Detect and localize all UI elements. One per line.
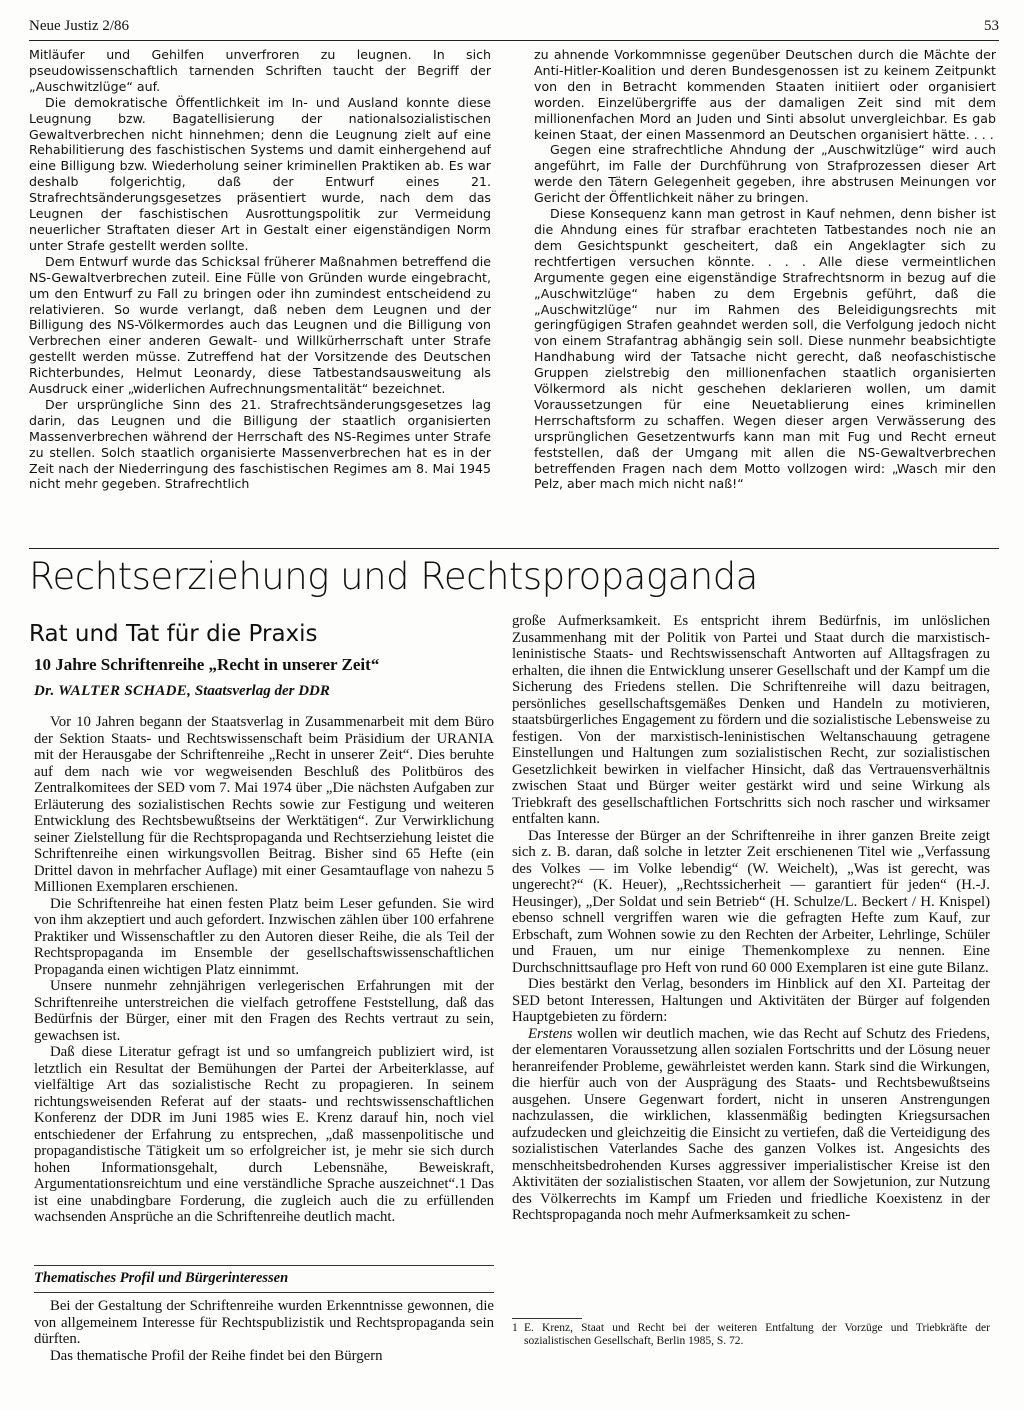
paragraph-text: wollen wir deutlich machen, wie das Recht auf Schutz des Friedens, der elementaren Voraussetzung allen sozialen Fortschritts und der Lösung neuer heranreifender Probleme, gewährleistet werden kann. Stark sind die Wirkungen, die hierfür auch von der Ausprägung des Staats- und Rechtsbewußtseins ausgehen. Unsere Gegenwart fordert, nicht in unseren Anstrengungen nachzulassen, die wirklichen, klassenmäßig bedingten Kriegsursachen aufzudecken und gleichzeitig die Einsicht zu vertiefen, daß die Verteidigung des sozialistischen Vaterlandes Sache des ganzen Volkes ist. Angesichts des menschheitsbedrohenden Kurses aggressiver imperialistischer Kreise ist den Aktivitäten der sozialistischen Staaten, vor allem der Sowjetunion, zur Nutzung des Völkerrechts im Kampf um Frieden und friedliche Koexistenz in der Rechtspropaganda noch mehr Aufmerksamkeit zu schen- <box>512 1025 990 1223</box>
article-column-right <box>512 613 990 1309</box>
paragraph: Gegen eine strafrechtliche Ahndung der „Auschwitzlüge“ wird auch angeführt, im Falle der Durchführung von Strafprozessen dieser Art werde den Tätern Gelegenheit gegeben, ihre abstrusen Meinungen vor Gericht der Öffentlichkeit näher zu bringen. <box>534 142 996 206</box>
paragraph: Diese Konsequenz kann man getrost in Kauf nehmen, denn bisher ist die Ahndung eines für strafbar erachteten Tatbestandes noch nie an dem Gesichtspunkt gescheitert, daß ein Angeklagter sich zu rechtfertigen versuchen könnte. . . . Alle diese vermeintlichen Argumente gegen eine eigenständige Strafrechtsnorm in bezug auf die „Auschwitzlüge“ haben zu dem Ergebnis geführt, daß die „Auschwitzlüge“ nur im Rahmen des Beleidigungsrechts mit geringfügigen Strafen geahndet werden soll, die Verfolgung jedoch nicht von einem Strafantrag abhängig sein soll. Diese nunmehr beabsichtigte Handhabung wird der Tatsache nicht gerecht, daß neofaschistische Gruppen zielstrebig den millionenfachen staatlich organisierten Völkermord als nicht geschehen deklarieren wollen, um damit Voraussetzungen für eine Neuetablierung eines kriminellen Herrschaftsform zu schaffen. Wegen dieser argen Verwässerung des ursprünglichen Gesetzentwurfs kann man mit Fug und Recht erneut feststellen, daß der Umgang mit allen die NS-Gewaltverbrechen betreffenden Fragen nach dem Motto vollzogen wird: „Wasch mir den Pelz, aber mach mich nicht naß!“ <box>534 206 996 492</box>
previous-article-column-right <box>534 47 996 542</box>
footnote-text: E. Krenz, Staat und Recht bei der weiteren Entfaltung der Vorzüge und Triebkräfte der sozialistischen Gesellschaft, Berlin 1985, S. 72. <box>524 1322 990 1347</box>
section-title: Rechtserziehung und Rechtspropaganda <box>29 555 758 598</box>
paragraph: Mitläufer und Gehilfen unverfroren zu leugnen. In sich pseudowissenschaftlich tarnenden Schriften taucht der Begriff der „Auschwitzlüge“ auf. <box>29 47 491 94</box>
section-divider <box>29 548 999 549</box>
subsection-title: Rat und Tat für die Praxis <box>29 621 318 647</box>
paragraph: Die demokratische Öffentlichkeit im In- und Ausland konnte diese Leugnung bzw. Bagatellisierung der nationalsozialistischen Gewaltverbrechen nicht hinnehmen; denn die Leugnung zielt auf eine Rehabilitierung des faschistischen Systems und damit einhergehend auf eine Billigung bzw. Wiederholung seiner kriminellen Praktiken ab. Es war deshalb folgerichtig, daß der Entwurf eines 21. Strafrechtsänderungsgesetzes präsentiert wurde, nach dem das Leugnen der faschistischen Ausrottungspolitik zur Vermeidung neuerlicher Straftaten dieser Art in Gestalt einer eigenständigen Norm unter Strafe gestellt werden sollte. <box>29 94 491 253</box>
paragraph: Dem Entwurf wurde das Schicksal früherer Maßnahmen betreffend die NS-Gewaltverbrechen zuteil. Eine Fülle von Gründen wurde eingebracht, um den Entwurf zu Fall zu bringen oder ihn zumindest entscheidend zu relativieren. So wurde verlangt, daß neben dem Leugnen und der Billigung des NS-Völkermordes auch das Leugnen und die Billigung von Verbrechen einer anderen Gewalt- und Willkürherrschaft unter Strafe gestellt werden müsse. Zutreffend hat der Vorsitzende des Deutschen Richterbundes, Helmut Leonardy, diese Tatbestandsausweitung als Ausdruck einer „widerlichen Aufrechnungsmentalität“ bezeichnet. <box>29 253 491 397</box>
subhead-rule <box>34 1265 494 1266</box>
footnote-divider <box>512 1318 582 1319</box>
paragraph: Dies bestärkt den Verlag, besonders im Hinblick auf den XI. Parteitag der SED betont Interessen, Haltungen und Aktivitäten der Bürger auf folgenden Hauptgebieten zu fördern: <box>512 976 990 1025</box>
paragraph: Die Schriftenreihe hat einen festen Platz beim Leser gefunden. Sie wird von ihm akzeptiert und auch gefordert. Inzwischen zählen über 100 erfahrene Praktiker und Wissenschaftler zu den Autoren dieser Reihe, die als Teil der Rechtspropaganda im Ensemble der gesellschaftswissenschaftlichen Propaganda einen wichtigen Platz einnimmt. <box>34 895 494 978</box>
paragraph <box>512 1026 990 1224</box>
paragraph: Bei der Gestaltung der Schriftenreihe wurden Erkenntnisse gewonnen, die von allgemeinem Interesse für Rechtspublizistik und Rechtspropaganda sein dürften. <box>34 1298 494 1347</box>
journal-issue: Neue Justiz 2/86 <box>29 18 129 34</box>
emphasis-lead: Erstens <box>528 1025 573 1042</box>
header-divider <box>29 40 999 41</box>
author-affiliation: Staatsverlag der DDR <box>191 683 330 699</box>
paragraph: Das thematische Profil der Reihe findet bei den Bürgern <box>50 1347 383 1364</box>
previous-article-column-left <box>29 47 491 542</box>
subhead-rule <box>34 1292 494 1293</box>
footnote-number: 1 <box>512 1322 518 1334</box>
paragraph: Der ursprüngliche Sinn des 21. Strafrechtsänderungsgesetzes lag darin, das Leugnen und die Billigung der staatlich organisierten Massenverbrechen während der Herrschaft des NS-Regimes unter Strafe zu stellen. Solch staatlich organisierte Massenverbrechen hat es in der Zeit nach der Niederringung des faschistischen Regimes am 8. Mai 1945 nicht mehr gegeben. Strafrechtlich <box>29 396 491 492</box>
article-column-left <box>34 714 494 1266</box>
paragraph: Unsere nunmehr zehnjährigen verlegerischen Erfahrungen mit der Schriftenreihe unterstreichen die vielfach getroffene Feststellung, daß das Bedürfnis der Bürger, einer mit den Fragen des Rechts vertraut zu sein, gewachsen ist. <box>34 978 494 1044</box>
author-name: Dr. WALTER SCHADE, <box>34 683 192 699</box>
paragraph: Das Interesse der Bürger an der Schriftenreihe in ihrer ganzen Breite zeigt sich z. B. daran, daß solche in letzter Zeit erschienenen Titel wie „Verfassung des Volkes — im Volke lebendig“ (W. Weichelt), „Was ist gerecht, was ungerecht?“ (K. Heuer), „Rechtssicherheit — garantiert für jeden“ (H.-J. Heusinger), „Der Soldat und sein Betrieb“ (H. Schulze/L. Beckert / H. Knispel) ebenso schnell vergriffen waren wie die gefragten Hefte zum Kauf, zur Erbschaft, zum Wohnen sowie zu den Rechten der Arbeiter, Lehrlinge, Schüler und Frauen, um nur einige Themenkomplexe zu nennen. Eine Durchschnittsauflage pro Heft von rund 60 000 Exemplaren ist eine gute Bilanz. <box>512 827 990 976</box>
paragraph: zu ahnende Vorkommnisse gegenüber Deutschen durch die Mächte der Anti-Hitler-Koalition und deren Bundesgenossen ist zu keinem Zeitpunkt von den in Betracht kommenden Staaten initiiert oder organisiert worden. Einzelübergriffe aus der damaligen Zeit sind mit dem millionenfachen Mord an Juden und Sinti absolut unvergleichbar. Es gab keinen Staat, der einen Massenmord an Deutschen organisiert hätte. . . . <box>534 47 996 142</box>
footnote <box>512 1322 990 1347</box>
paragraph: große Aufmerksamkeit. Es entspricht ihrem Bedürfnis, im unlöslichen Zusammenhang mit der Politik von Partei und Staat durch die marxistisch-leninistische Staats- und Rechtswissenschaft Antworten auf Alltagsfragen zu erhalten, die ihnen die Entwicklung unserer Gesellschaft und der Kampf um die Sicherung des Friedens stellen. Die Schriftenreihe will dazu beitragen, persönliches gesellschaftsgemäßes Denken und Handeln zu motivieren, staatsbürgerliches Engagement zu fördern und die sozialistische Lebensweise zu festigen. Von der marxistisch-leninistischen Weltanschauung getragene Einstellungen und Haltungen zum sozialistischen Recht, zur sozialistischen Gesetzlichkeit bewirken in vielfacher Hinsicht, daß das Vertrauensverhältnis zwischen Staat und Bürger weiter gestärkt wird und seine Wirkung als Triebkraft des gesellschaftlichen Fortschritts sich noch rascher und wirksamer entfalten kann. <box>512 613 990 827</box>
paragraph: Daß diese Literatur gefragt ist und so umfangreich publiziert wird, ist letztlich ein Resultat der Bemühungen der Partei der Arbeiterklasse, auf vielfältige Art das sozialistische Recht zu propagieren. In seinem richtungsweisenden Referat auf der staats- und rechtswissenschaftlichen Konferenz der DDR im Juni 1985 wies E. Krenz darauf hin, noch viel entschiedener der Erfahrung zu entsprechen, „daß massenpolitische und propagandistische Tätigkeit um so erfolgreicher ist, je mehr sie sich durch hohen Informationsgehalt, durch Lebensnähe, Beweiskraft, Argumentationsreichtum und eine verständliche Sprache auszeichnet“.1 Das ist eine unabdingbare Forderung, die zugleich auch die zu erfüllenden wachsenden Ansprüche an die Schriftenreihe deutlich macht. <box>34 1044 494 1225</box>
page-header <box>29 18 999 40</box>
article-title: 10 Jahre Schriftenreihe „Recht in unserer Zeit“ <box>34 655 380 674</box>
byline <box>34 683 330 700</box>
article-subheading: Thematisches Profil und Bürgerinteressen <box>34 1270 289 1286</box>
article-column-left-continued <box>34 1298 494 1394</box>
paragraph: Vor 10 Jahren begann der Staatsverlag in Zusammenarbeit mit dem Büro der Sektion Staats- und Rechtswissenschaft beim Präsidium der URANIA mit der Herausgabe der Schriftenreihe „Recht in unserer Zeit“. Dies beruhte auf dem nach wie vor wegweisenden Beschluß des Politbüros des Zentralkomitees der SED vom 7. Mai 1974 über „Die nächsten Aufgaben zur Erläuterung des sozialistischen Rechts sowie zur Festigung und weiteren Entwicklung des Rechtsbewußtseins der Werktätigen“. Zur Verwirklichung seiner Zielstellung für die Rechtspropaganda und Rechtserziehung leistet die Schriftenreihe einen wirkungsvollen Beitrag. Bisher sind 65 Hefte (ein Drittel davon in mehrfacher Auflage) mit einer Gesamtauflage von nahezu 5 Millionen Exemplaren erschienen. <box>34 714 494 895</box>
page-number: 53 <box>984 18 999 34</box>
